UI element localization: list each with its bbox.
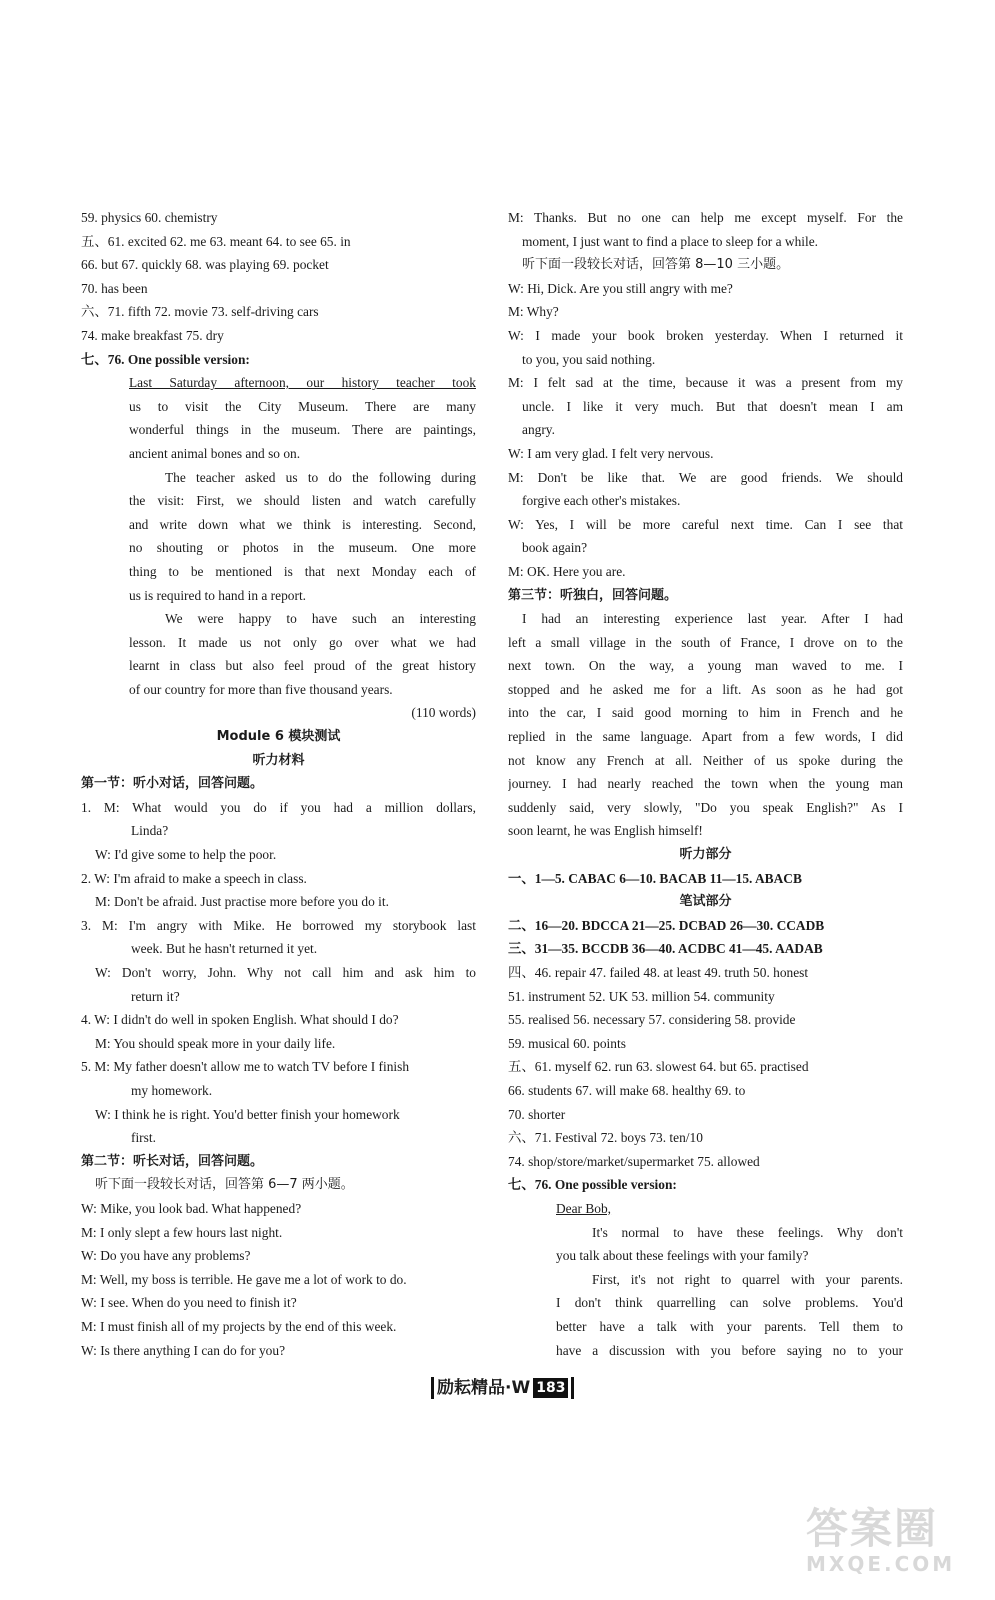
text-line: stopped and he asked me for a lift. As soon as he had got bbox=[508, 681, 903, 697]
text-line: the visit: First, we should listen and watch carefully bbox=[129, 493, 476, 509]
text-line: week. But he hasn't returned it yet. bbox=[131, 941, 318, 957]
text-line: W: Hi, Dick. Are you still angry with me? bbox=[508, 280, 733, 296]
text-line: no shouting or photos in the museum. One more bbox=[129, 540, 476, 556]
watermark-logo bbox=[806, 1496, 966, 1582]
text-line: forgive each other's mistakes. bbox=[522, 493, 681, 509]
text-line: of our country for more than five thousand years. bbox=[129, 681, 393, 697]
text-line: M: OK. Here you are. bbox=[508, 563, 626, 579]
text-line: 5. M: My father doesn't allow me to watch TV before I finish bbox=[81, 1059, 410, 1075]
text-line: lesson. It made us not only go over what we had bbox=[129, 634, 476, 650]
text-line: 3. M: I'm angry with Mike. He borrowed my storybook last bbox=[81, 917, 476, 933]
text-line: 六、71. fifth 72. movie 73. self-driving cars bbox=[81, 304, 319, 320]
text-line: 听下面一段较长对话，回答第 8—10 三小题。 bbox=[522, 257, 790, 273]
page-footer bbox=[428, 1375, 577, 1401]
text-line: 51. instrument 52. UK 53. million 54. community bbox=[508, 988, 775, 1004]
text-line: 第二节：听长对话，回答问题。 bbox=[81, 1153, 264, 1169]
text-line: M: Don't be like that. We are good friends. We should bbox=[508, 469, 903, 485]
text-line: 第一节：听小对话，回答问题。 bbox=[81, 776, 264, 792]
text-line: my homework. bbox=[131, 1082, 213, 1098]
text-line: The teacher asked us to do the following during bbox=[165, 469, 476, 485]
text-line: W: I'd give some to help the poor. bbox=[95, 847, 277, 863]
left-column bbox=[81, 206, 476, 1362]
text-line: 笔试部分 bbox=[679, 894, 732, 910]
text-line: 74. shop/store/market/supermarket 75. allowed bbox=[508, 1153, 760, 1169]
text-line: moment, I just want to find a place to sleep for a while. bbox=[522, 233, 818, 249]
text-line: 1. M: What would you do if you had a million dollars, bbox=[81, 799, 476, 815]
footer-series: ·W bbox=[505, 1378, 531, 1398]
text-line: 66. students 67. will make 68. healthy 69. to bbox=[508, 1082, 746, 1098]
text-line: not know any French at all. Neither of us spoke during the bbox=[508, 752, 903, 768]
text-line: book again? bbox=[522, 540, 588, 556]
text-line: M: Don't be afraid. Just practise more before you do it. bbox=[95, 894, 389, 910]
text-line: soon learnt, he was English himself! bbox=[508, 823, 703, 839]
text-line: W: I am very glad. I felt very nervous. bbox=[508, 445, 714, 461]
page-number: 183 bbox=[533, 1378, 568, 1398]
text-line: M: You should speak more in your daily life. bbox=[95, 1035, 336, 1051]
text-line: 五、61. myself 62. run 63. slowest 64. but 65. practised bbox=[508, 1059, 809, 1075]
text-line: next town. On the way, a young man waved to me. I bbox=[508, 658, 903, 674]
text-line: We were happy to have such an interesting bbox=[165, 611, 476, 627]
text-line: 59. physics 60. chemistry bbox=[81, 210, 218, 225]
text-line: thing to be mentioned is that next Monday each of bbox=[129, 563, 476, 579]
text-line: suddenly said, very slowly, "Do you speak English?" As I bbox=[508, 799, 903, 815]
text-line: 二、16—20. BDCCA 21—25. DCBAD 26—30. CCADB bbox=[508, 917, 825, 933]
text-line: 听力部分 bbox=[679, 847, 732, 863]
text-line: W: Do you have any problems? bbox=[81, 1248, 251, 1264]
text-line: 66. but 67. quickly 68. was playing 69. pocket bbox=[81, 257, 329, 273]
text-line: first. bbox=[131, 1130, 156, 1146]
text-line: 四、46. repair 47. failed 48. at least 49. truth 50. honest bbox=[508, 965, 809, 980]
text-line: 七、76. One possible version: bbox=[508, 1177, 677, 1193]
text-line: better have a talk with your parents. Tell them to bbox=[556, 1318, 903, 1334]
text-line: 六、71. Festival 72. boys 73. ten/10 bbox=[508, 1130, 703, 1146]
text-line: W: Is there anything I can do for you? bbox=[81, 1342, 286, 1358]
text-line: 听力材料 bbox=[252, 752, 305, 768]
text-line: 三、31—35. BCCDB 36—40. ACDBC 41—45. AADAB bbox=[508, 941, 823, 957]
text-line: replied in the same language. Apart from a few words, I did bbox=[508, 729, 903, 745]
text-line: return it? bbox=[131, 988, 180, 1004]
text-line: 55. realised 56. necessary 57. considering 58. provide bbox=[508, 1012, 796, 1028]
text-line: left a small village in the south of France, I drove on to the bbox=[508, 634, 903, 650]
text-line: 74. make breakfast 75. dry bbox=[81, 327, 224, 343]
text-line: 59. musical 60. points bbox=[508, 1035, 626, 1051]
text-line: Dear Bob, bbox=[556, 1200, 612, 1216]
text-line: Last Saturday afternoon, our history teacher took bbox=[129, 375, 476, 391]
footer-bar-left bbox=[431, 1377, 434, 1399]
text-line: M: Well, my boss is terrible. He gave me a lot of work to do. bbox=[81, 1271, 407, 1287]
text-line: journey. I had nearly reached the town when the young man bbox=[508, 776, 903, 792]
text-line: M: Why? bbox=[508, 304, 559, 320]
text-line: to you, you said nothing. bbox=[522, 351, 656, 367]
text-line: 2. W: I'm afraid to make a speech in class. bbox=[81, 870, 307, 886]
text-line: W: Don't worry, John. Why not call him and ask him to bbox=[95, 965, 476, 980]
text-line: First, it's not right to quarrel with your parents. bbox=[592, 1271, 903, 1287]
footer-bar-right bbox=[571, 1377, 574, 1399]
text-line: 五、61. excited 62. me 63. meant 64. to see 65. in bbox=[81, 233, 351, 249]
text-line: Linda? bbox=[131, 823, 169, 839]
text-line: uncle. I like it very much. But that doesn't mean I am bbox=[522, 398, 903, 414]
text-line: wonderful things in the museum. There are paintings, bbox=[129, 422, 476, 438]
text-line: (110 words) bbox=[411, 705, 476, 721]
text-line: W: Mike, you look bad. What happened? bbox=[81, 1200, 302, 1216]
text-line: W: I think he is right. You'd better finish your homework bbox=[95, 1106, 400, 1122]
text-line: It's normal to have these feelings. Why don't bbox=[592, 1224, 903, 1240]
text-line: 70. has been bbox=[81, 280, 148, 296]
text-line: you talk about these feelings with your family? bbox=[556, 1248, 809, 1264]
text-line: ancient animal bones and so on. bbox=[129, 445, 301, 461]
right-column bbox=[508, 206, 903, 1362]
text-line: W: I made your book broken yesterday. When I returned it bbox=[508, 327, 903, 343]
text-line: learnt in class but also feel proud of the great history bbox=[129, 658, 476, 674]
text-line: 4. W: I didn't do well in spoken English. What should I do? bbox=[81, 1012, 399, 1028]
text-line: 听下面一段较长对话，回答第 6—7 两小题。 bbox=[95, 1177, 354, 1193]
text-line: M: I felt sad at the time, because it was a present from my bbox=[508, 375, 903, 391]
text-line: M: I only slept a few hours last night. bbox=[81, 1224, 283, 1240]
text-line: I don't think quarrelling can solve problems. You'd bbox=[556, 1295, 903, 1311]
text-line: Module 6 模块测试 bbox=[216, 729, 341, 745]
text-line: into the car, I said good morning to him in French and he bbox=[508, 705, 903, 721]
text-line: 一、1—5. CABAC 6—10. BACAB 11—15. ABACB bbox=[508, 870, 802, 886]
footer-brand: 励耘精品 bbox=[437, 1378, 505, 1398]
text-line: W: Yes, I will be more careful next time. Can I see that bbox=[508, 516, 903, 532]
text-line: 70. shorter bbox=[508, 1106, 566, 1122]
text-line: 七、76. One possible version: bbox=[81, 351, 250, 367]
text-line: and write down what we think is interesting. Second, bbox=[129, 516, 476, 532]
text-line: W: I see. When do you need to finish it? bbox=[81, 1295, 297, 1311]
text-line: us is required to hand in a report. bbox=[129, 587, 307, 603]
text-line: M: I must finish all of my projects by the end of this week. bbox=[81, 1318, 397, 1334]
text-line: 第三节：听独白，回答问题。 bbox=[508, 587, 678, 603]
watermark-url: MXQE.COM bbox=[806, 1552, 956, 1576]
text-line: angry. bbox=[522, 422, 555, 438]
watermark-text: 答案圈 bbox=[806, 1504, 939, 1553]
text-line: I had an interesting experience last year. After I had bbox=[522, 611, 903, 627]
text-line: M: Thanks. But no one can help me except myself. For the bbox=[508, 210, 903, 225]
text-line: us to visit the City Museum. There are many bbox=[129, 398, 476, 414]
text-line: have a discussion with you before saying no to your bbox=[556, 1342, 903, 1358]
